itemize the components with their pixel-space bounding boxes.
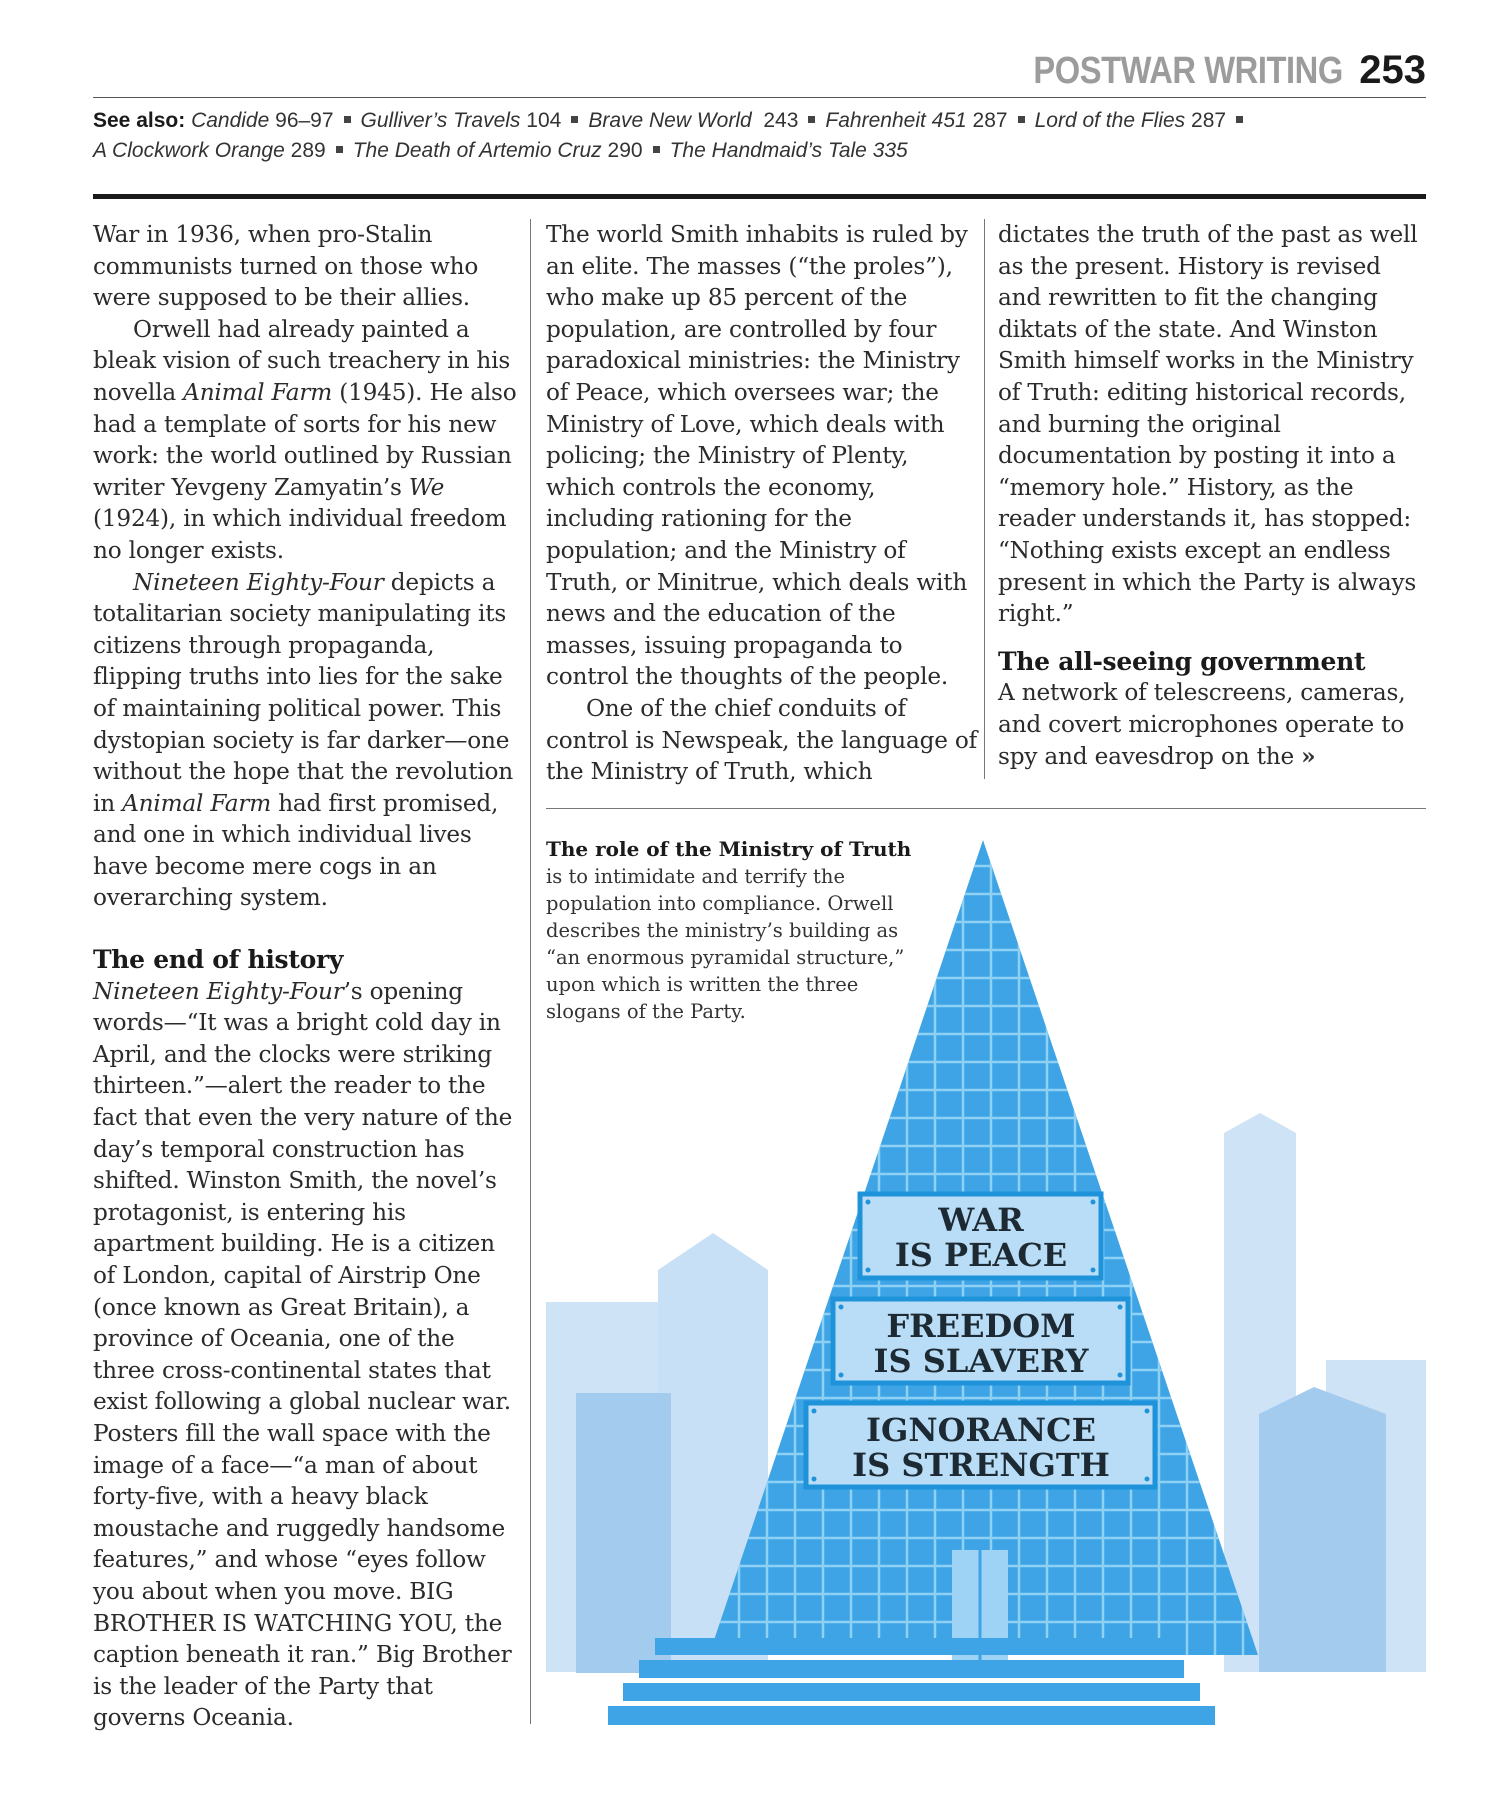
column-1: [93, 219, 523, 1734]
paragraph: War in 1936, when pro-Stalin communists turned on those who were supposed to be their allies.: [93, 221, 479, 312]
column-divider: [530, 219, 531, 1724]
steps: [608, 1638, 1215, 1725]
paragraph: Orwell had already painted a bleak vision of such treachery in his novella Animal Farm (1945). He also had a template of sorts for his new work: the world outlined by Russian writer Yevgeny Zamyatin’s We (1924), in which individual freedom no longer exists.: [93, 315, 517, 564]
header-rule: [93, 97, 1426, 98]
see-also-ref: The Death of Artemio Cruz: [352, 139, 602, 162]
slogan-line: FREEDOM: [886, 1307, 1076, 1345]
slogan-line: WAR: [938, 1201, 1024, 1239]
see-also-ref: A Clockwork Orange: [93, 139, 285, 162]
see-also: See also: Candide 96–97 Gulliver’s Travels 104 Brave New World 243 Fahrenheit 451 287 Lord of the Flies 287 A Clockwork Orange 289 The Death of Artemio Cruz 290 The Handmaid’s Tale 335: [93, 106, 1433, 166]
slogan-line: IS PEACE: [894, 1236, 1068, 1274]
paragraph: A network of telescreens, cameras, and covert microphones operate to spy and eavesdrop on the »: [998, 679, 1406, 770]
slogan-line: IGNORANCE: [866, 1411, 1096, 1449]
paragraph: The world Smith inhabits is ruled by an elite. The masses (“the proles”), who make up 85 percent of the population, are controlled by four paradoxical ministries: the Ministry of Peace, which oversees war; the Ministry of Love, which deals with policing; the Ministry of Plenty, which controls the economy, including rationing for the population; and the Ministry of Truth, or Minitrue, which deals with news and the education of the masses, issuing propaganda to control the thoughts of the people.: [546, 221, 968, 691]
section-heading: The end of history: [93, 945, 344, 975]
column-divider: [984, 219, 985, 779]
page-number: 253: [1359, 48, 1426, 92]
slogan-line: IS STRENGTH: [852, 1446, 1110, 1484]
slogan-plaque: [860, 1194, 1101, 1278]
see-also-ref: Gulliver’s Travels: [360, 109, 521, 132]
section-title: POSTWAR WRITING: [1033, 50, 1344, 92]
section-rule: [93, 194, 1426, 199]
see-also-ref: Lord of the Flies: [1034, 109, 1186, 132]
column-3: [998, 219, 1426, 772]
illustration-caption: [546, 836, 936, 1025]
paragraph: Nineteen Eighty-Four depicts a totalitarian society manipulating its citizens through propaganda, flipping truths into lies for the sake of maintaining political power. This dystopian society is far darker—one without the hope that the revolution in Animal Farm had first promised, and one in which individual lives have become mere cogs in an overarching system.: [93, 568, 514, 912]
caption-title: The role of the Ministry of Truth: [546, 837, 912, 861]
see-also-ref: Brave New World: [588, 109, 752, 132]
slogan-line: IS SLAVERY: [873, 1342, 1089, 1380]
slogan-plaque: [833, 1299, 1128, 1383]
running-header: [983, 48, 1426, 93]
see-also-ref: Fahrenheit 451: [825, 109, 967, 132]
see-also-label: See also:: [93, 109, 186, 132]
see-also-ref: The Handmaid’s Tale 335: [669, 139, 908, 162]
continue-arrow-icon: »: [1301, 742, 1316, 770]
column-2: [546, 219, 978, 788]
illustration-rule: [546, 808, 1426, 809]
paragraph: One of the chief conduits of control is Newspeak, the language of the Ministry of Truth, which: [546, 694, 978, 786]
slogan-plaque: [806, 1403, 1155, 1487]
caption-text: is to intimidate and terrify the population into compliance. Orwell describes the ministry’s building as “an enormous pyramidal structure,” upon which is written the three slogans of the Party.: [546, 865, 905, 1023]
see-also-ref: Candide: [191, 109, 270, 132]
paragraph: Nineteen Eighty-Four’s opening words—“It was a bright cold day in April, and the clocks were striking thirteen.”—alert the reader to the fact that even the very nature of the day’s temporal construction has shifted. Winston Smith, the novel’s protagonist, is entering his apartment building. He is a citizen of London, capital of Airstrip One (once known as Great Britain), a province of Oceania, one of the three cross-continental states that exist following a global nuclear war. Posters fill the wall space with the image of a face—“a man of about forty-five, with a heavy black moustache and ruggedly handsome features,” and whose “eyes follow you about when you move. BIG BROTHER IS WATCHING YOU, the caption beneath it ran.” Big Brother is the leader of the Party that governs Oceania.: [93, 977, 513, 1732]
section-heading: The all-seeing government: [998, 646, 1366, 676]
paragraph: dictates the truth of the past as well as the present. History is revised and rewritten to fit the changing diktats of the state. And Winston Smith himself works in the Ministry of Truth: editing historical records, and burning the original documentation by posting it into a “memory hole.” History, as the reader understands it, has stopped: “Nothing exists except an endless present in which the Party is always right.”: [998, 221, 1418, 628]
